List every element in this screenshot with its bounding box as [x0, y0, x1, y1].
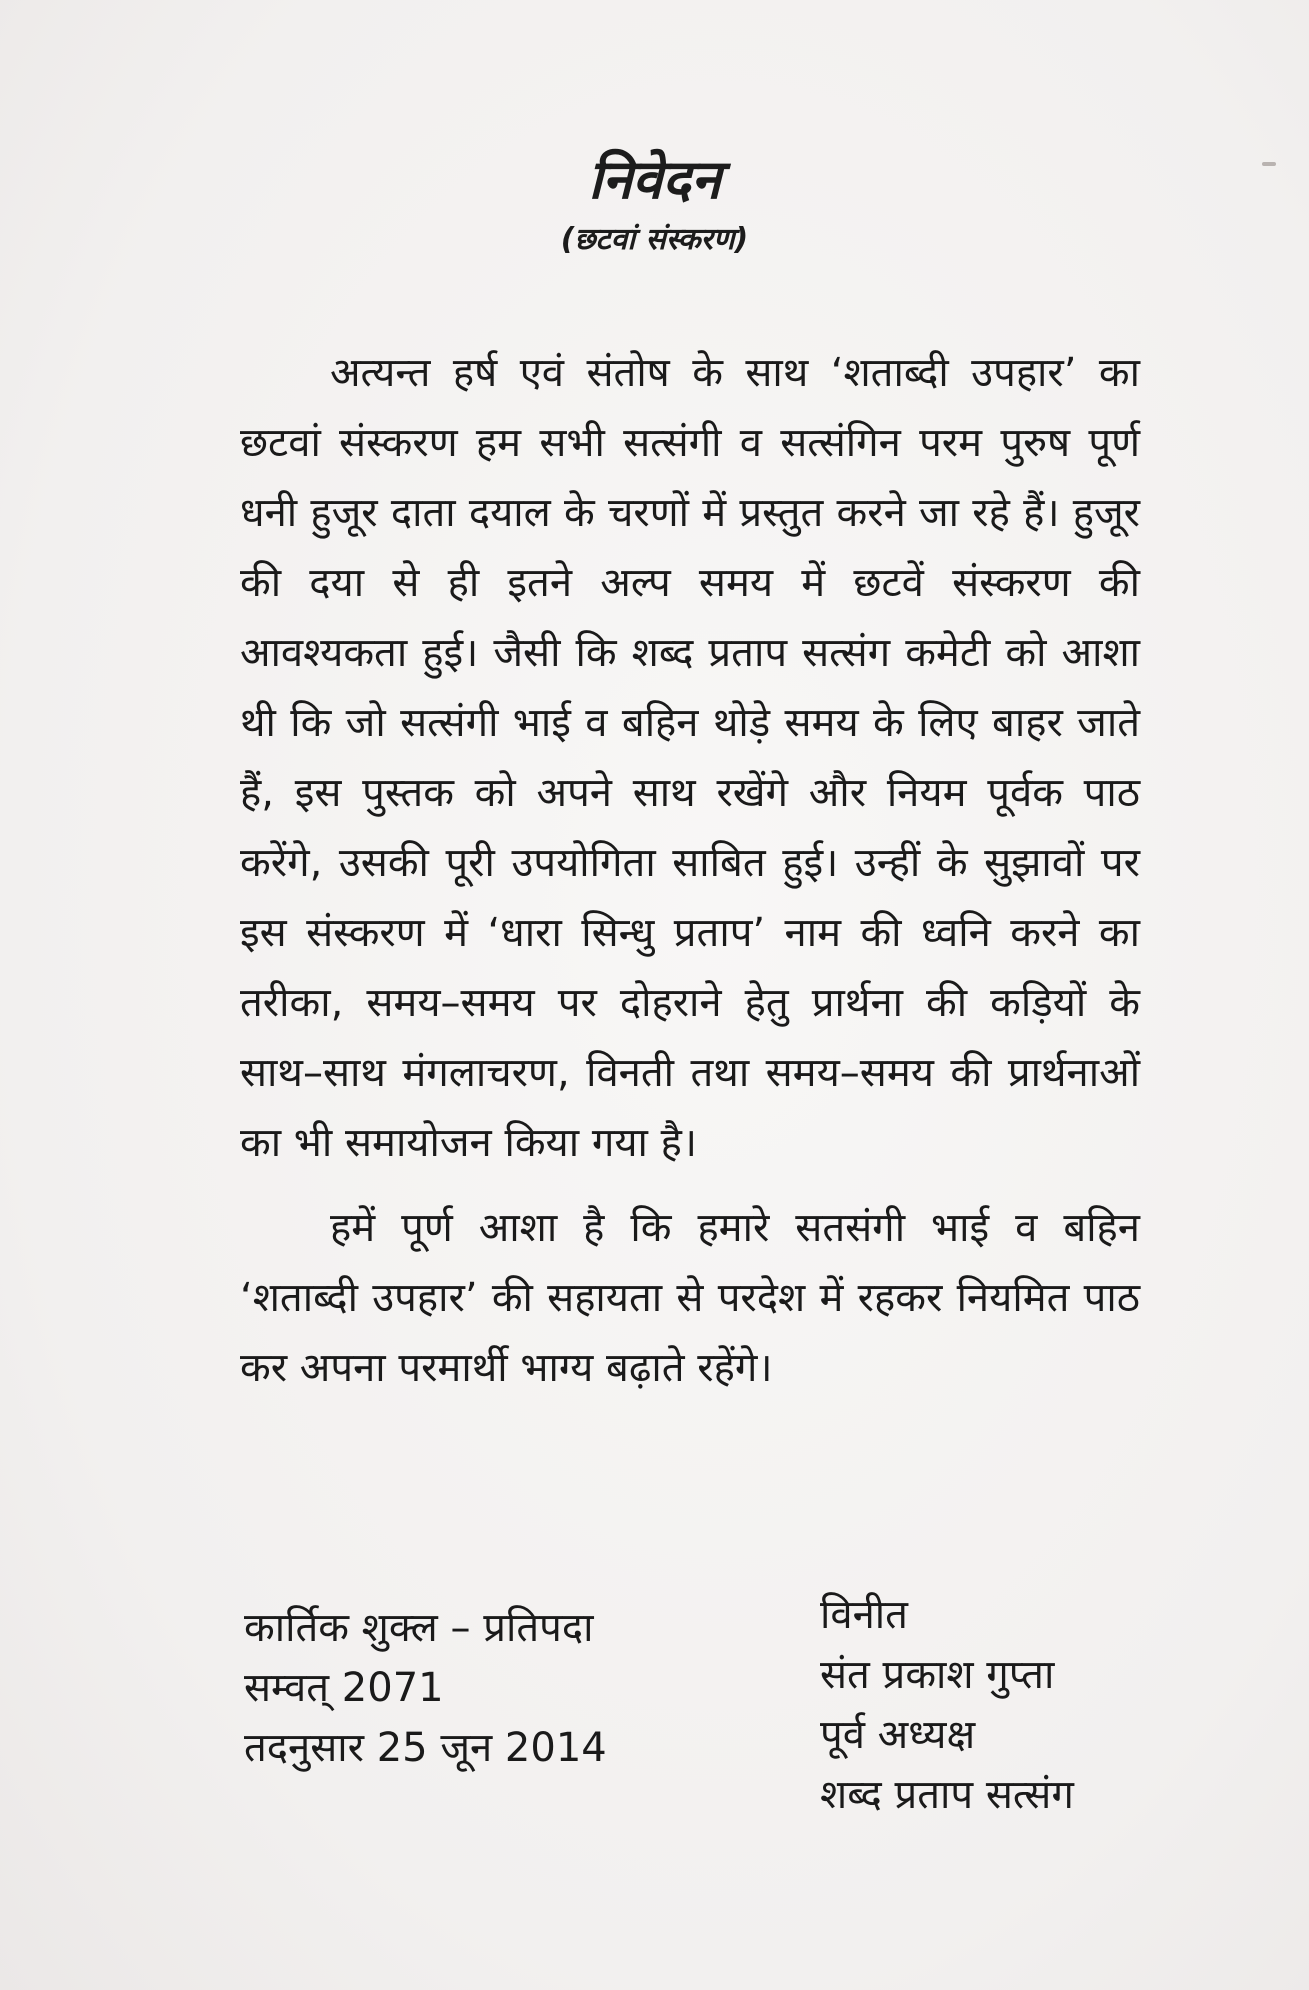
signature-line-2: संत प्रकाश गुप्ता: [820, 1652, 1055, 1698]
signature-line-1: विनीत: [820, 1592, 908, 1638]
date-block: [244, 1598, 764, 1778]
date-line-2: सम्वत् 2071: [244, 1665, 444, 1711]
body-text: [240, 338, 1140, 1403]
signature-block: [820, 1585, 1240, 1825]
paragraph-1: अत्यन्त हर्ष एवं संतोष के साथ ‘शताब्दी उपहार’ का छटवां संस्करण हम सभी सत्संगी व सत्संगिन परम पुरुष पूर्ण धनी हुजूर दाता दयाल के चरणों में प्रस्तुत करने जा रहे हैं। हुजूर की दया से ही इतने अल्प समय में छटवें संस्करण की आवश्यकता हुई। जैसी कि शब्द प्रताप सत्संग कमेटी को आशा थी कि जो सत्संगी भाई व बहिन थोड़े समय के लिए बाहर जाते हैं, इस पुस्तक को अपने साथ रखेंगे और नियम पूर्वक पाठ करेंगे, उसकी पूरी उपयोगिता साबित हुई। उन्हीं के सुझावों पर इस संस्करण में ‘धारा सिन्धु प्रताप’ नाम की ध्वनि करने का तरीका, समय–समय पर दोहराने हेतु प्रार्थना की कड़ियों के साथ–साथ मंगलाचरण, विनती तथा समय–समय की प्रार्थनाओं का भी समायोजन किया गया है।: [240, 350, 1141, 1166]
paragraph-2: हमें पूर्ण आशा है कि हमारे सतसंगी भाई व बहिन ‘शताब्दी उपहार’ की सहायता से परदेश में रहकर नियमित पाठ कर अपना परमार्थी भाग्य बढ़ाते रहेंगे।: [240, 1205, 1140, 1391]
edition-subtitle: (छटवां संस्करण): [560, 222, 749, 257]
date-line-3: तदनुसार 25 जून 2014: [244, 1725, 607, 1771]
page-title: निवेदन: [588, 148, 721, 211]
date-line-1: कार्तिक शुक्ल – प्रतिपदा: [244, 1605, 594, 1651]
signature-line-4: शब्द प्रताप सत्संग: [820, 1772, 1074, 1818]
signature-line-3: पूर्व अध्यक्ष: [820, 1712, 976, 1758]
